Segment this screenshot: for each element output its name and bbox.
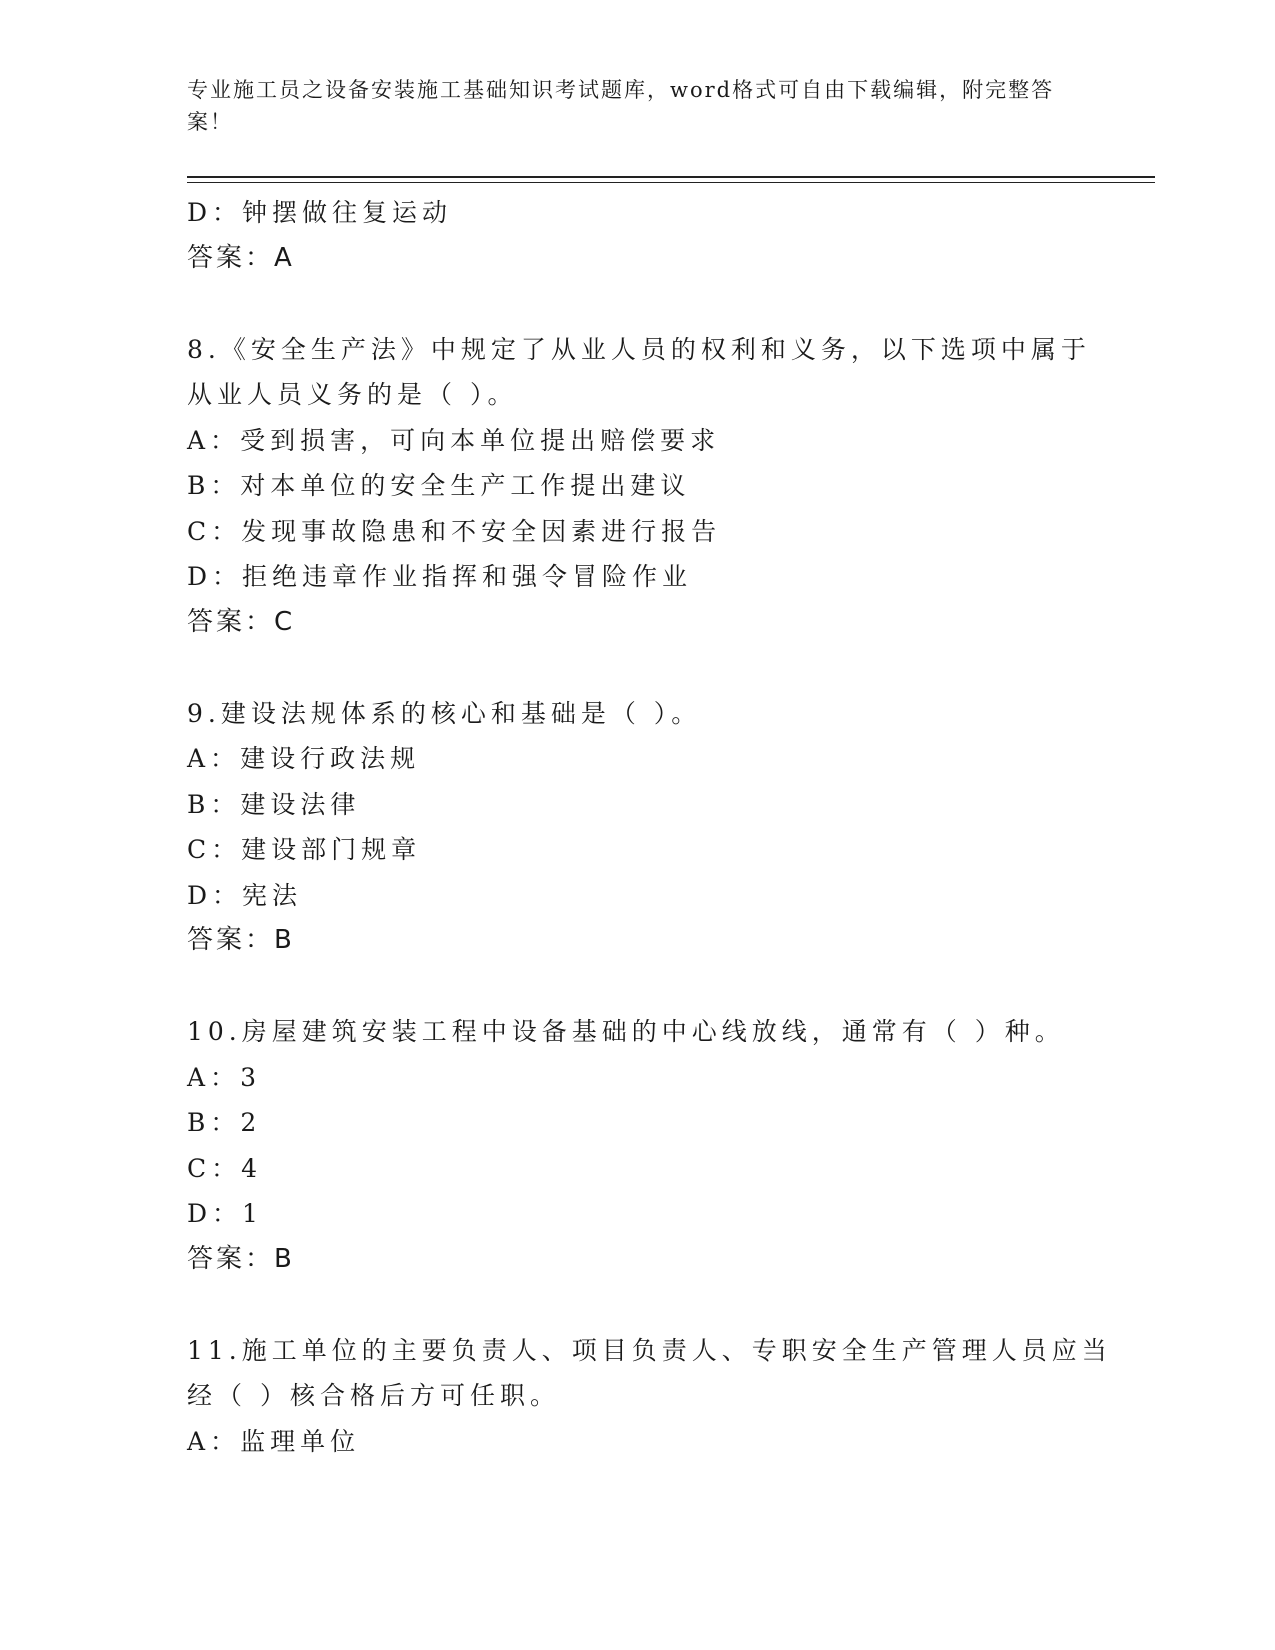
spacer <box>187 964 1087 1010</box>
spacer <box>187 1282 1087 1328</box>
question-stem: 10.房屋建筑安装工程中设备基础的中心线放线，通常有（ ）种。 <box>187 1017 1065 1046</box>
option-line <box>187 509 1087 555</box>
answer-line: 答案：B <box>187 1243 295 1274</box>
header-rule-thick <box>187 176 1155 178</box>
option-label: D： <box>187 562 243 591</box>
option-text: 2 <box>240 1108 262 1137</box>
option-text: 钟摆做往复运动 <box>242 198 453 227</box>
option-label: C： <box>187 835 242 864</box>
option-text: 发现事故隐患和不安全因素进行报告 <box>241 516 722 546</box>
option-label: A： <box>187 1426 241 1456</box>
option-text: 建设法律 <box>240 789 361 819</box>
question-stem: 9.建设法规体系的核心和基础是（ ）。 <box>187 698 702 728</box>
answer-line: 答案：A <box>187 242 295 273</box>
option-line <box>187 1146 1087 1192</box>
spacer <box>187 281 1087 327</box>
option-line <box>187 1055 1087 1101</box>
option-line <box>187 554 1087 600</box>
option-label: D： <box>187 880 243 910</box>
option-text: 4 <box>241 1153 263 1183</box>
question-stem: 经（ ）核合格后方可任职。 <box>187 1381 560 1410</box>
option-line <box>187 782 1087 828</box>
option-text: 建设行政法规 <box>240 744 421 773</box>
option-text: 3 <box>240 1062 261 1092</box>
question-stem: 从业人员义务的是（ ）。 <box>187 380 518 409</box>
option-line <box>187 1100 1087 1146</box>
option-label: C： <box>187 1153 242 1183</box>
option-line <box>187 1191 1087 1237</box>
option-text: 对本单位的安全生产工作提出建议 <box>240 471 691 500</box>
option-line <box>187 873 1087 919</box>
question-10 <box>187 1009 1087 1282</box>
answer-line: 答案：C <box>187 606 296 637</box>
option-label: A： <box>187 425 241 455</box>
question-stem: 11.施工单位的主要负责人、项目负责人、专职安全生产管理人员应当 <box>187 1335 1112 1365</box>
option-label: D： <box>187 1199 243 1228</box>
option-label: C： <box>187 516 242 546</box>
option-label: A： <box>187 744 241 773</box>
option-line <box>187 418 1087 464</box>
option-line <box>187 736 1087 782</box>
option-line <box>187 190 1087 236</box>
document-body <box>187 190 1112 1464</box>
option-label: B： <box>187 471 241 500</box>
question-11 <box>187 1328 1112 1465</box>
question-stem: 8.《安全生产法》中规定了从业人员的权利和义务，以下选项中属于 <box>187 334 1091 364</box>
option-text: 监理单位 <box>240 1426 361 1456</box>
option-text: 拒绝违章作业指挥和强令冒险作业 <box>242 562 693 591</box>
spacer <box>187 645 1087 691</box>
option-label: B： <box>187 1108 241 1137</box>
option-label: A： <box>187 1062 241 1092</box>
header-rule-thin <box>187 182 1155 183</box>
option-text: 1 <box>242 1199 263 1228</box>
question-9 <box>187 691 1087 964</box>
option-line <box>187 1419 1087 1465</box>
answer-line: 答案：B <box>187 925 295 955</box>
option-line <box>187 463 1087 509</box>
option-label: D： <box>187 198 243 227</box>
option-text: 建设部门规章 <box>241 835 422 864</box>
option-line <box>187 827 1087 873</box>
option-label: B： <box>187 789 241 819</box>
question-8 <box>187 327 1091 646</box>
option-text: 受到损害，可向本单位提出赔偿要求 <box>240 425 721 455</box>
document-header: 专业施工员之设备安装施工基础知识考试题库，word格式可自由下载编辑，附完整答案！ <box>187 78 1055 134</box>
option-text: 宪法 <box>242 880 303 910</box>
